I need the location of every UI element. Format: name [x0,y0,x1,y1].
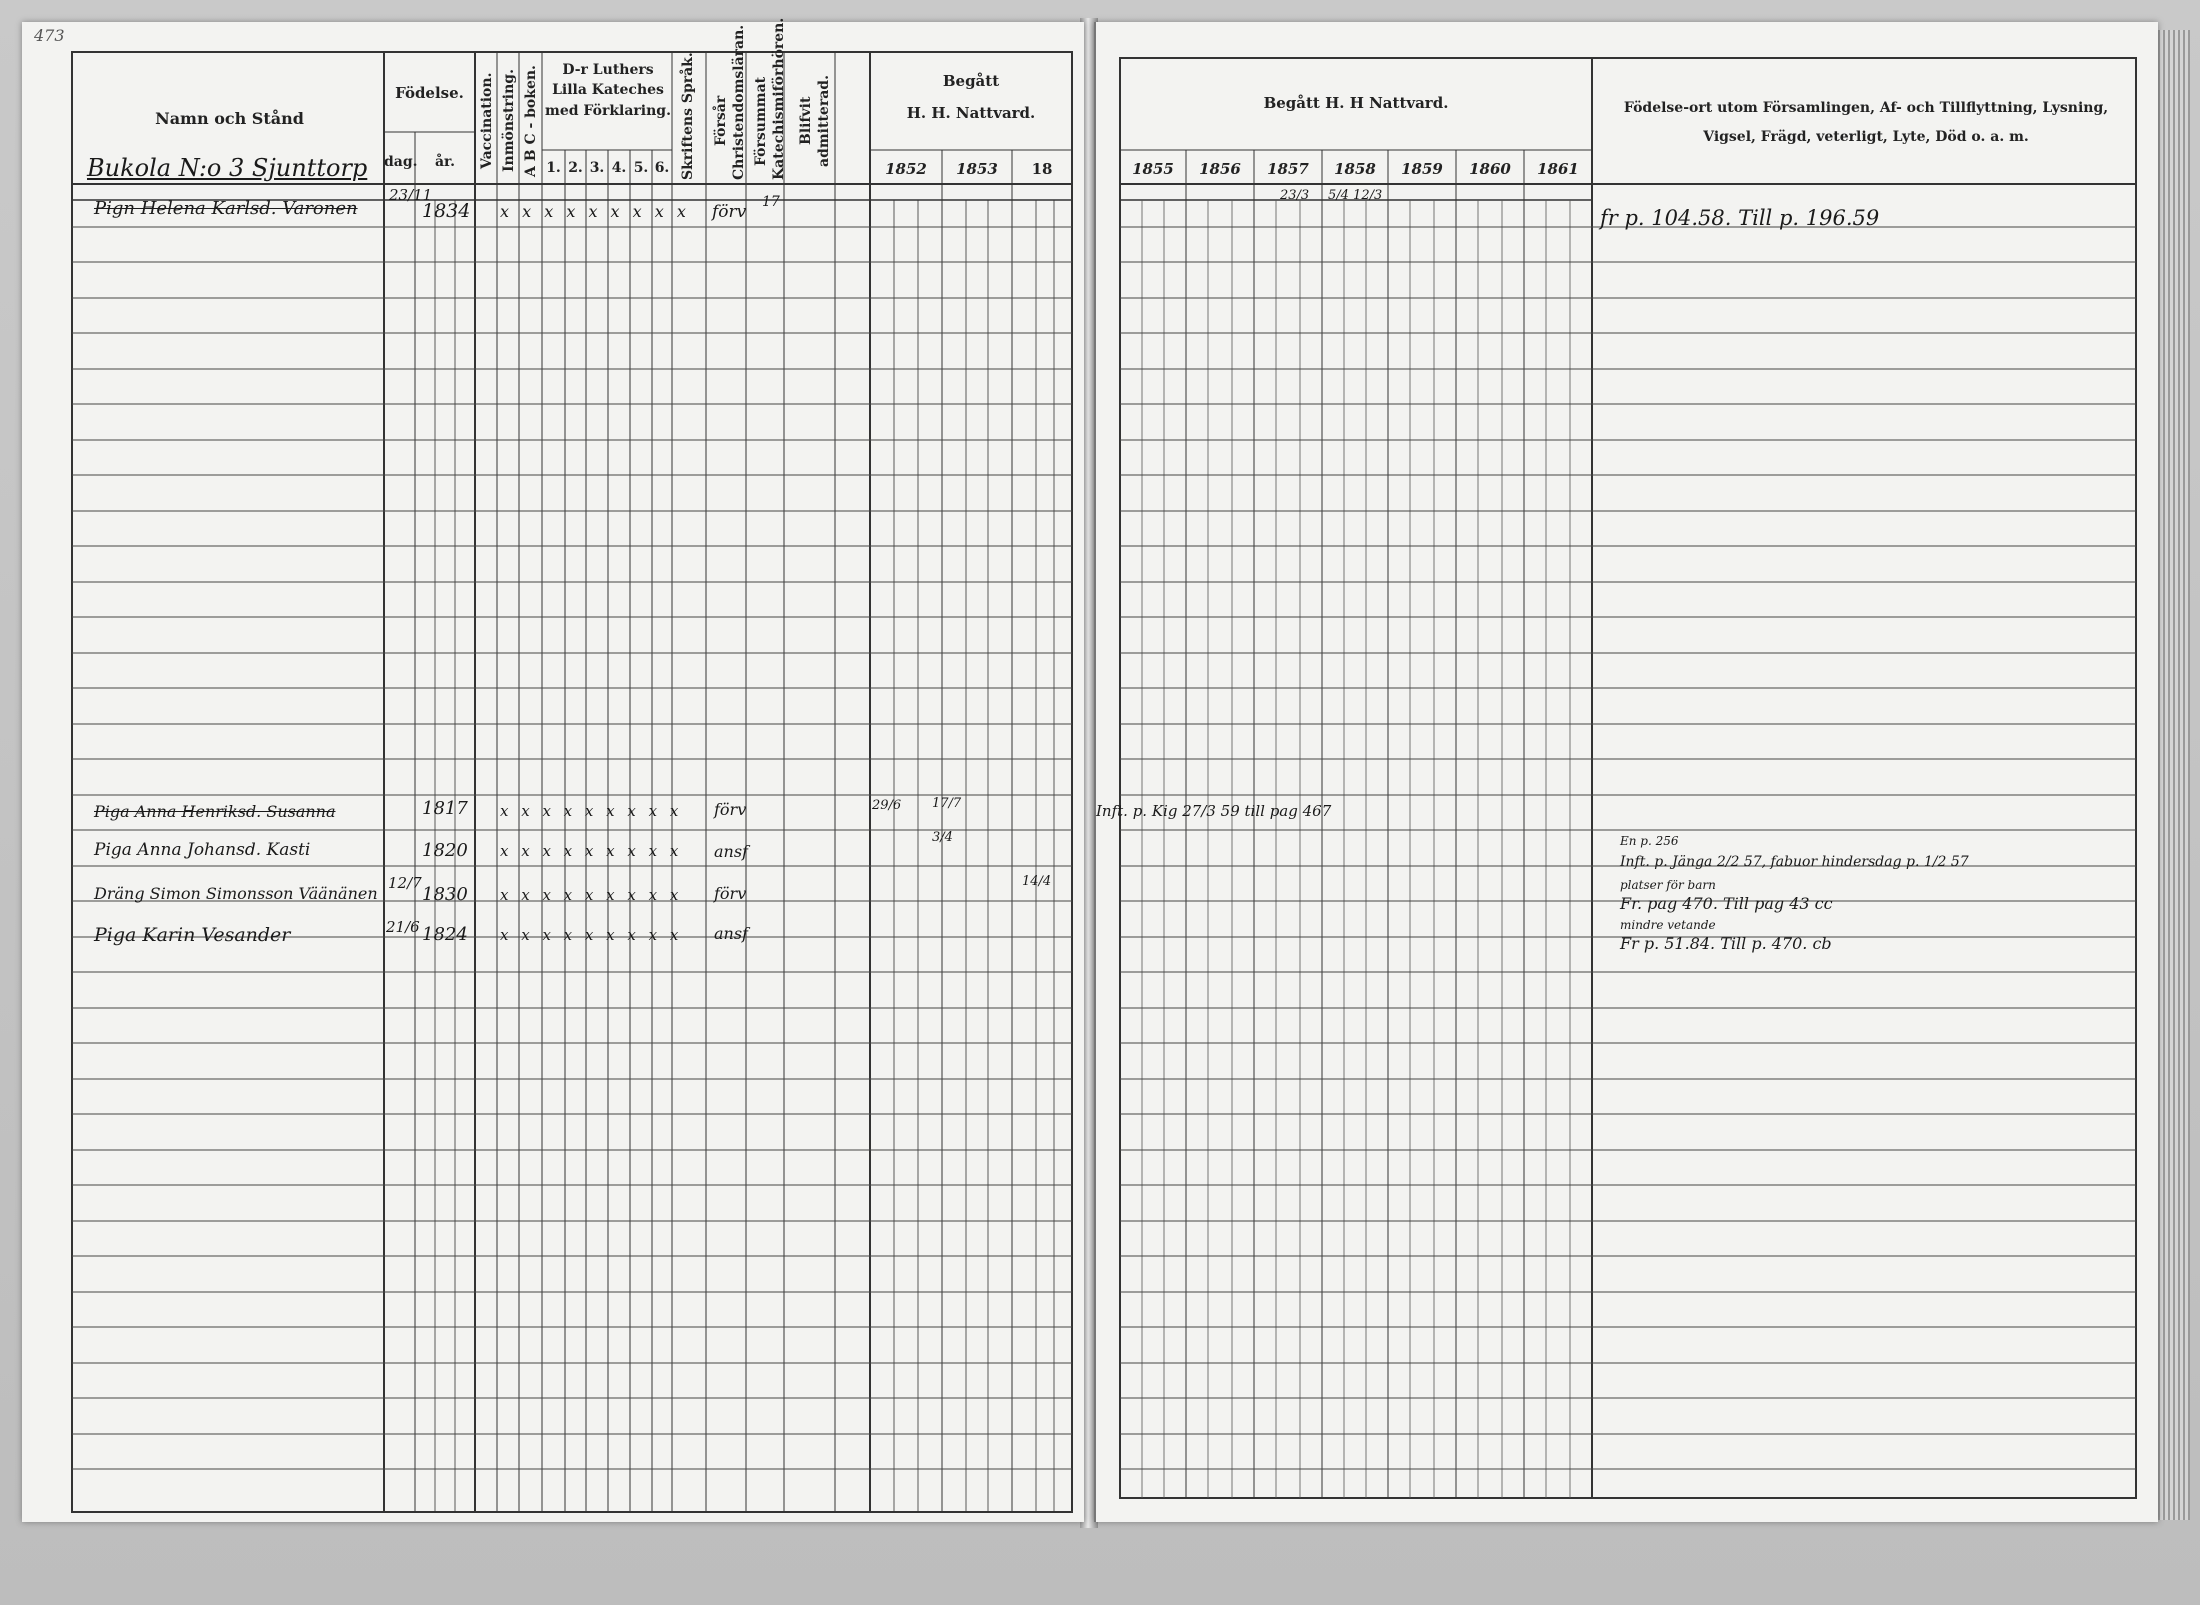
vaccination-header: Vaccination. [479,72,495,170]
entry-4-day: 12/7 [388,874,422,892]
entry-1-year: 1834 [422,200,471,222]
year-1859: 1859 [1401,160,1443,178]
luther-header: D-r Luthers Lilla Kateches med Förklaring. [545,62,671,119]
luther-num-1: 1. [546,160,561,176]
entry-5-name: Piga Karin Vesander [94,924,291,946]
right-ruling [1096,22,2158,1522]
entry-3-lang: ansf [714,842,748,861]
catechism-header: Försummat Katechismiförhören. [753,17,788,180]
entry-1-lang: förv [712,202,747,222]
entry-3-marks: x x x x x x x x x [500,842,683,860]
luther-num-5: 5. [633,160,649,176]
communion-sub: H. H. Nattvard. [906,104,1036,122]
right-entry-4-remark-a: platser för barn [1620,878,1716,892]
household-heading: Bukola N:o 3 Sjunttorp [87,154,368,182]
entry-5-marks: x x x x x x x x x [500,926,683,944]
year-header: år. [434,154,456,170]
entry-5-lang: ansf [714,924,748,943]
remarks-header: Födelse-ort utom Församlingen, Af- och Tillflyttning, Lysning, Vigsel, Frägd, veterligt, Lyte, Död o. a. m. [1623,100,2109,146]
year-1856: 1856 [1199,160,1241,178]
entry-4-lang: förv [714,884,747,903]
year-1858: 1858 [1334,160,1376,178]
right-communion-header: Begått H. H Nattvard. [1263,94,1449,112]
entry-2-name: Piga Anna Henriksd. Susanna [94,802,336,821]
entry-1-cat: 17 [762,194,780,210]
entry-1-name: Pign Helena Karlsd. Varonen [94,198,358,219]
admitted-header: Blifvit admitterad. [798,75,833,167]
abc-header: A B C - boken. [523,65,539,177]
scripture-header: Skriftens Språk. [680,52,696,180]
year-1860: 1860 [1469,160,1511,178]
entry-4-name: Dräng Simon Simonsson Väänänen [94,884,378,903]
year-1861: 1861 [1537,160,1579,178]
right-entry-5-remark-b: Fr p. 51.84. Till p. 470. cb [1620,934,1832,953]
entry-5-year: 1824 [422,924,468,945]
right-entry-5-remark-a: mindre vetande [1620,918,1716,932]
entry-2-lang: förv [714,800,747,819]
entry-2-admit: 29/6 [872,798,902,813]
right-entry-4-remark-b: Fr. pag 470. Till pag 43 cc [1620,894,1833,913]
entry-1-day: 23/11 [389,186,433,204]
right-page [1094,22,2158,1522]
entry-3-name: Piga Anna Johansd. Kasti [94,840,311,860]
left-page [22,17,1084,1522]
entry-2-marks: x x x x x x x x x [500,802,683,820]
year-18: 18 [1031,160,1053,178]
luther-num-4: 4. [611,160,627,176]
right-entry-1-1857: 23/3 [1280,188,1310,203]
birth-header: Födelse. [395,84,464,102]
right-entry-2-remark: Inft. p. Kig 27/3 59 till pag 467 [1096,802,1332,820]
entry-2-year: 1817 [422,798,468,819]
year-1852: 1852 [885,160,927,178]
left-ruling [22,17,1084,1522]
right-entry-1-1858: 5/4 12/3 [1328,188,1383,203]
year-1855: 1855 [1132,160,1174,178]
entry-5-day: 21/6 [386,918,420,936]
right-entry-3-remark-a: En p. 256 [1620,834,1679,848]
entry-1-marks: x x x x x x x x x [500,202,690,221]
luther-num-6: 6. [654,160,670,176]
entry-4-year: 1830 [422,884,468,905]
luther-num-2: 2. [568,160,583,176]
name-header: Namn och Stånd [155,109,304,128]
right-entry-1-remark: fr p. 104.58. Till p. 196.59 [1600,206,1880,230]
day-header: dag. [384,154,418,170]
entry-3-comm: 3/4 [932,830,953,845]
page-number: 473 [34,26,65,45]
entry-4-marks: x x x x x x x x x [500,886,683,904]
luther-num-3: 3. [589,160,605,176]
inmoving-header: Inmönstring. [501,69,517,173]
right-entry-3-remark-b: Inft. p. Jänga 2/2 57, fabuor hindersdag p. 1/2 57 [1620,854,1969,870]
communion-title: Begått [942,72,1000,90]
entry-3-year: 1820 [422,840,468,861]
year-1853: 1853 [956,160,998,178]
entry-2-comm: 17/7 [932,796,962,811]
entry-4-comm: 14/4 [1022,874,1052,889]
christendom-header: Försår Christendomsläran. [713,24,748,180]
year-1857: 1857 [1267,160,1309,178]
